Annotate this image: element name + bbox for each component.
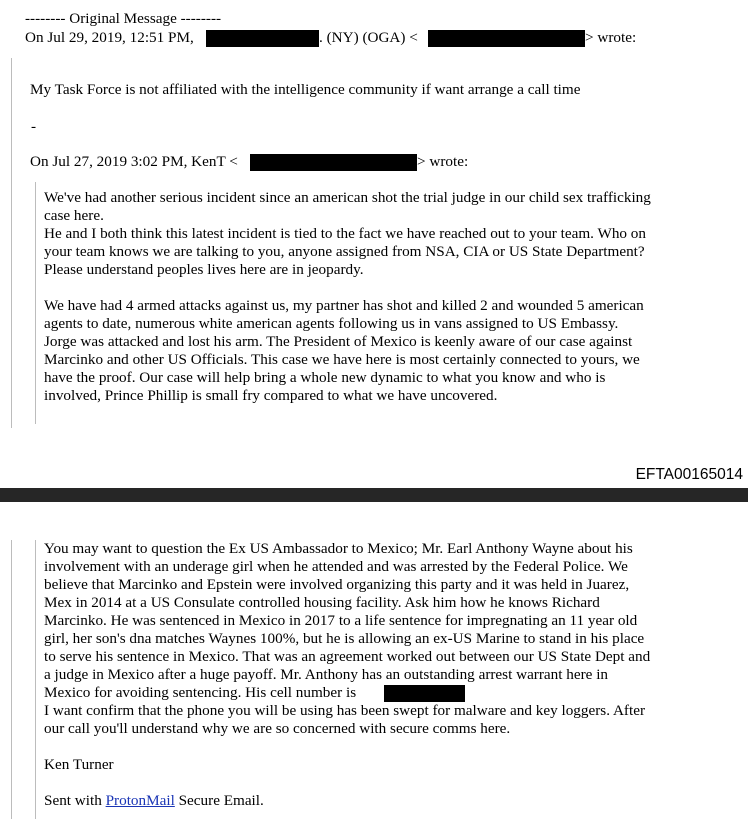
text-line: Mexico for avoiding sentencing. His cell number is	[44, 684, 357, 701]
document-id-stamp: EFTA00165014	[635, 466, 743, 483]
text-line: a judge in Mexico after a huge payoff. Mr. Anthony has an outstanding arrest warrant here in	[44, 666, 609, 683]
quote-bar-outer	[11, 58, 12, 428]
wrote-label: > wrote:	[585, 29, 637, 46]
sent-with-line	[44, 792, 264, 810]
reply-text: My Task Force is not affiliated with the intelligence community if want arrange a call time	[30, 81, 581, 98]
text-line: believe that Marcinko and Epstein were involved organizing this party and it was held in Juarez,	[44, 576, 630, 593]
text-line: girl, her son's dna matches Waynes 100%, but he is allowing an ex-US Marine to stand in his place	[44, 630, 645, 647]
text-line: to serve his sentence in Mexico. That was an agreement worked out between our US State Dept and	[44, 648, 651, 665]
sent-suffix: Secure Email.	[178, 792, 264, 809]
text-line: case here.	[44, 207, 104, 224]
text-line: our call you'll understand why we are so concerned with secure comms here.	[44, 720, 511, 737]
text-line: He and I both think this latest incident is tied to the fact we have reached out to your team. Who on	[44, 225, 646, 242]
dash-separator: -	[31, 118, 37, 135]
text-line: your team knows we are talking to you, anyone assigned from NSA, CIA or US State Department?	[44, 243, 645, 260]
text-line: I want confirm that the phone you will be using has been swept for malware and key loggers. After	[44, 702, 646, 719]
signature-name: Ken Turner	[44, 756, 114, 773]
text-line: involved, Prince Phillip is small fry compared to what we have uncovered.	[44, 387, 498, 404]
text-line: have the proof. Our case will help bring a whole new dynamic to what you know and who is	[44, 369, 606, 386]
redaction-box	[206, 30, 319, 47]
text-line: Mex in 2014 at a US Consulate controlled housing facility. Ask him how he knows Richard	[44, 594, 600, 611]
text-line: Please understand peoples lives here are in jeopardy.	[44, 261, 364, 278]
original-date-line: On Jul 29, 2019, 12:51 PM,	[25, 29, 194, 46]
wrote-label: > wrote:	[417, 153, 469, 170]
text-line: Marcinko. He was sentenced in Mexico in 2017 to a life sentence for impregnating an 11 year old	[44, 612, 638, 629]
sent-prefix: Sent with	[44, 792, 102, 809]
text-line: involvement with an underage girl when he attended and was arrested by the Federal Police. We	[44, 558, 628, 575]
text-line: You may want to question the Ex US Ambassador to Mexico; Mr. Earl Anthony Wayne about his	[44, 540, 633, 557]
text-line: Jorge was attacked and lost his arm. The President of Mexico is keenly aware of our case against	[44, 333, 633, 350]
page-separator	[0, 488, 748, 502]
text-line: We've had another serious incident since an american shot the trial judge in our child sex trafficking	[44, 189, 651, 206]
redaction-box	[250, 154, 417, 171]
quote-bar-inner	[35, 182, 36, 424]
text-line: We have had 4 armed attacks against us, my partner has shot and killed 2 and wounded 5 american	[44, 297, 644, 314]
quote-bar-inner	[35, 540, 36, 819]
quote-bar-outer	[11, 540, 12, 819]
original-message-header: -------- Original Message --------	[25, 10, 222, 27]
sender-org: . (NY) (OGA) <	[319, 29, 418, 46]
protonmail-link[interactable]: ProtonMail	[105, 792, 175, 809]
quote-header: On Jul 27, 2019 3:02 PM, KenT <	[30, 153, 238, 170]
text-line: Marcinko and other US Officials. This case we have here is most certainly connected to yours, we	[44, 351, 640, 368]
text-line: agents to date, numerous white american agents following us in vans assigned to US Embassy.	[44, 315, 619, 332]
redaction-box	[384, 685, 465, 702]
redaction-box	[428, 30, 585, 47]
